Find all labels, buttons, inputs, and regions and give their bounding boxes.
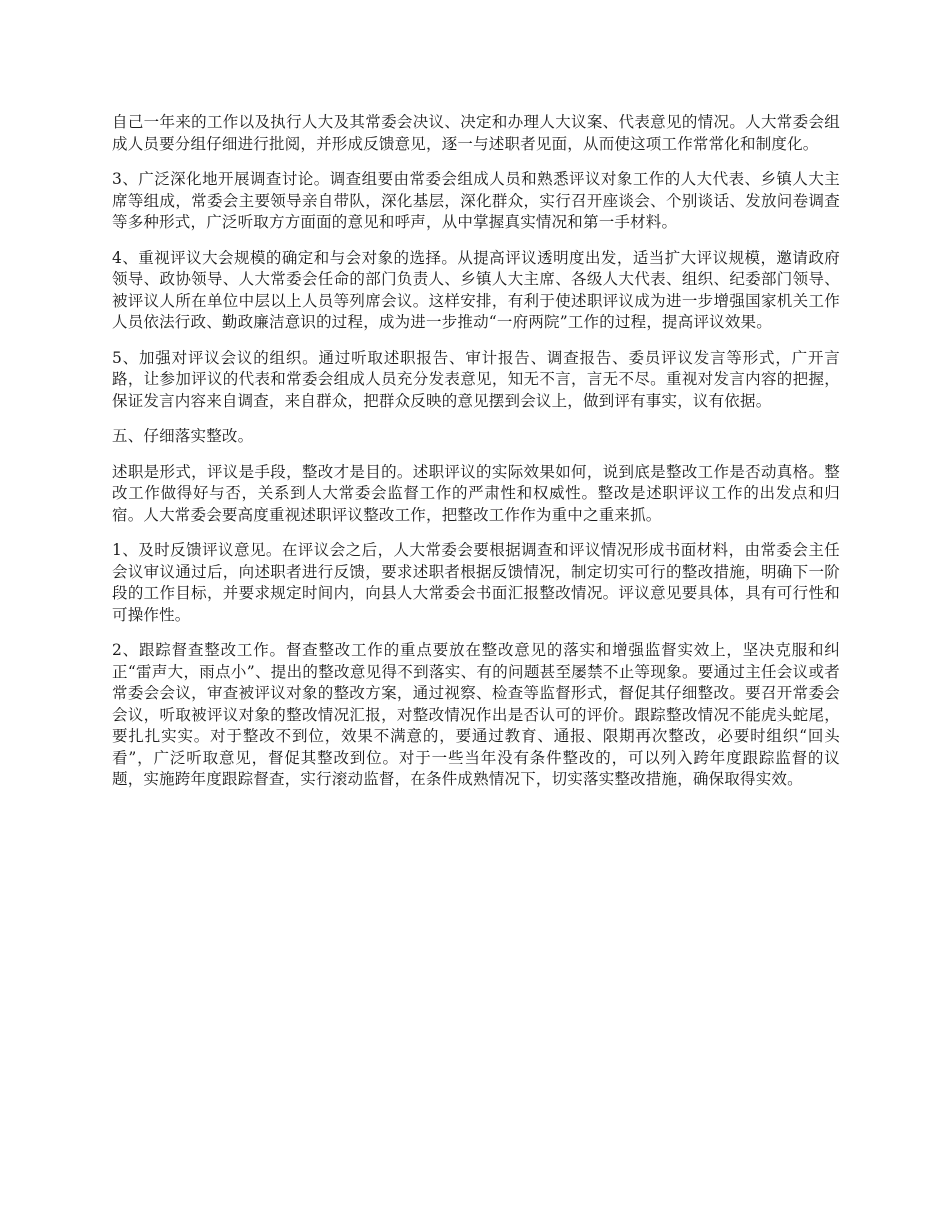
paragraph-item-4-meeting-scale: 4、重视评议大会规模的确定和与会对象的选择。从提高评议透明度出发，适当扩大评议规模，邀请政府领导、政协领导、人大常委会任命的部门负责人、乡镇人大主席、各级人大代表、组织、纪委部门领导、被评议人所在单位中层以上人员等列席会议。这样安排，有利于使述职评议成为进一步增强国家机关工作人员依法行政、勤政廉洁意识的过程，成为进一步推动“一府两院”工作的过程，提高评议效果。 (112, 248, 840, 331)
document-page (112, 112, 840, 805)
paragraph-continuation: 自己一年来的工作以及执行人大及其常委会决议、决定和办理人大议案、代表意见的情况。人大常委会组成人员要分组仔细进行批阅，并形成反馈意见，逐一与述职者见面，从而使这项工作常常化和制度化。 (112, 113, 840, 153)
paragraph-item-3-investigation: 3、广泛深化地开展调查讨论。调查组要由常委会组成人员和熟悉评议对象工作的人大代表、乡镇人大主席等组成，常委会主要领导亲自带队，深化基层，深化群众，实行召开座谈会、个别谈话、发放问卷调查等多种形式，广泛听取方方面面的意见和呼声，从中掌握真实情况和第一手材料。 (112, 170, 840, 231)
paragraph-item-1-feedback: 1、及时反馈评议意见。在评议会之后，人大常委会要根据调查和评议情况形成书面材料，由常委会主任会议审议通过后，向述职者进行反馈，要求述职者根据反馈情况，制定切实可行的整改措施，明确下一阶段的工作目标，并要求规定时间内，向县人大常委会书面汇报整改情况。评议意见要具体，具有可行性和可操作性。 (112, 541, 840, 624)
paragraph-item-2-follow-up: 2、跟踪督查整改工作。督查整改工作的重点要放在整改意见的落实和增强监督实效上，坚决克服和纠正“雷声大，雨点小”、提出的整改意见得不到落实、有的问题甚至屡禁不止等现象。要通过主任会议或者常委会会议，审查被评议对象的整改方案，通过视察、检查等监督形式，督促其仔细整改。要召开常委会会议，听取被评议对象的整改情况汇报，对整改情况作出是否认可的评价。跟踪整改情况不能虎头蛇尾，要扎扎实实。对于整改不到位，效果不满意的，要通过教育、通报、限期再次整改，必要时组织“回头看”，广泛听取意见，督促其整改到位。对于一些当年没有条件整改的，可以列入跨年度跟踪监督的议题，实施跨年度跟踪督查，实行滚动监督，在条件成熟情况下，切实落实整改措施，确保取得实效。 (112, 641, 840, 788)
section-heading-rectification: 五、仔细落实整改。 (112, 427, 254, 445)
paragraph-rectification-intro: 述职是形式，评议是手段，整改才是目的。述职评议的实际效果如何，说到底是整改工作是否动真格。整改工作做得好与否，关系到人大常委会监督工作的严肃性和权威性。整改是述职评议工作的出发点和归宿。人大常委会要高度重视述职评议整改工作，把整改工作作为重中之重来抓。 (112, 462, 840, 524)
paragraph-item-5-meeting-organization: 5、加强对评议会议的组织。通过听取述职报告、审计报告、调查报告、委员评议发言等形式，广开言路，让参加评议的代表和常委会组成人员充分发表意见，知无不言，言无不尽。重视对发言内容的把握，保证发言内容来自调查，来自群众，把群众反映的意见摆到会议上，做到评有事实，议有依据。 (112, 348, 840, 410)
